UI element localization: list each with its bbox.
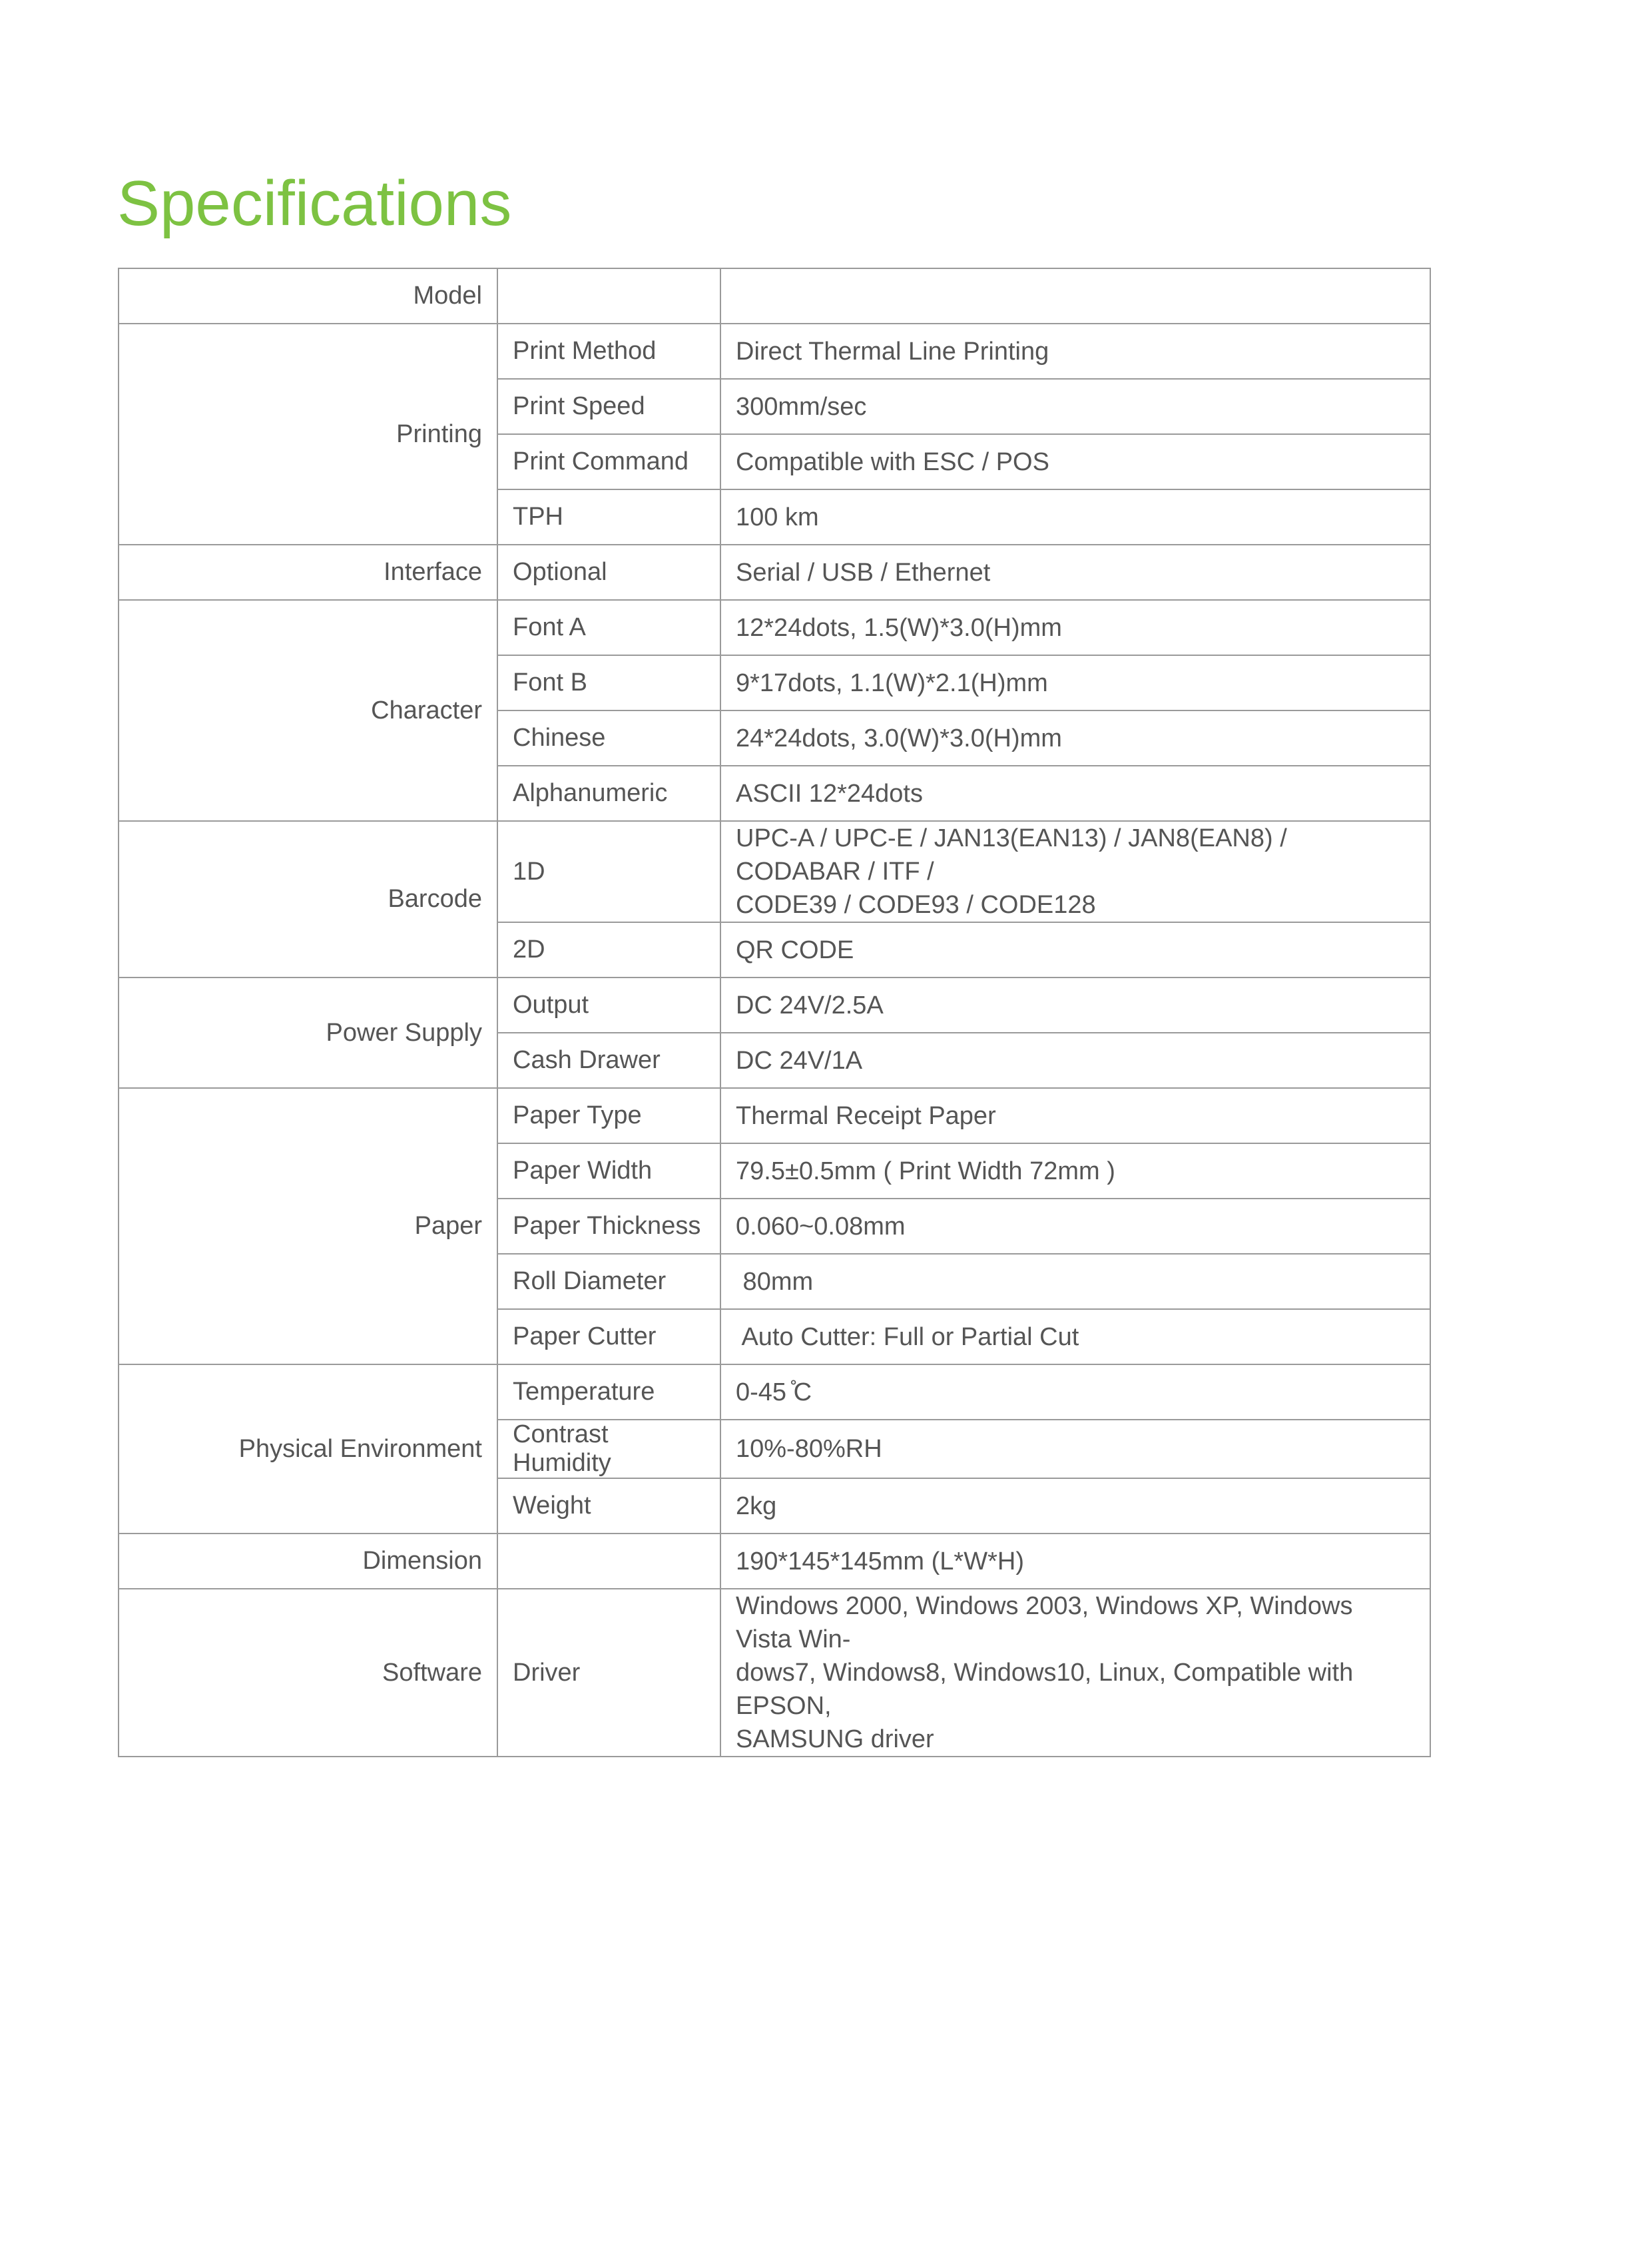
spec-value [720, 268, 1430, 324]
spec-value: DC 24V/1A [720, 1033, 1430, 1088]
category-label-character: Character [119, 600, 497, 821]
table-row [119, 600, 1430, 655]
table-row [119, 545, 1430, 600]
table-row [119, 324, 1430, 379]
spec-item [497, 268, 720, 324]
category-label-physical-environment: Physical Environment [119, 1364, 497, 1534]
specifications-table [118, 268, 1431, 1757]
spec-value: 100 km [720, 489, 1430, 545]
table-row-model [119, 268, 1430, 324]
table-row [119, 978, 1430, 1033]
spec-item: Roll Diameter [497, 1254, 720, 1309]
category-label-model: Model [119, 268, 497, 324]
spec-item: Print Method [497, 324, 720, 379]
spec-value: 2kg [720, 1478, 1430, 1534]
spec-item [497, 1534, 720, 1589]
spec-item: Alphanumeric [497, 766, 720, 821]
table-row [119, 1589, 1430, 1757]
spec-item: Chinese [497, 710, 720, 766]
spec-value [720, 1589, 1430, 1757]
category-label-printing: Printing [119, 324, 497, 545]
spec-item: Font B [497, 655, 720, 710]
spec-item: Temperature [497, 1364, 720, 1420]
spec-value: 79.5±0.5mm ( Print Width 72mm ) [720, 1143, 1430, 1199]
spec-value-line: CODE39 / CODE93 / CODE128 [736, 891, 1096, 919]
spec-value-line: Windows 2000, Windows 2003, Windows XP, Windows Vista Win- [736, 1592, 1353, 1653]
spec-item: Print Speed [497, 379, 720, 434]
spec-item: Optional [497, 545, 720, 600]
spec-value-line: UPC-A / UPC-E / JAN13(EAN13) / JAN8(EAN8) / CODABAR / ITF / [736, 824, 1287, 886]
table-row [119, 821, 1430, 922]
spec-item: 1D [497, 821, 720, 922]
spec-value: 190*145*145mm (L*W*H) [720, 1534, 1430, 1589]
spec-value: DC 24V/2.5A [720, 978, 1430, 1033]
spec-value: 9*17dots, 1.1(W)*2.1(H)mm [720, 655, 1430, 710]
spec-value: Auto Cutter: Full or Partial Cut [720, 1309, 1430, 1364]
spec-value: 80mm [720, 1254, 1430, 1309]
spec-item: Print Command [497, 434, 720, 489]
category-label-dimension: Dimension [119, 1534, 497, 1589]
spec-value: Serial / USB / Ethernet [720, 545, 1430, 600]
spec-value: QR CODE [720, 922, 1430, 978]
category-label-barcode: Barcode [119, 821, 497, 978]
spec-item: Output [497, 978, 720, 1033]
spec-value-line: SAMSUNG driver [736, 1725, 934, 1753]
spec-item: Cash Drawer [497, 1033, 720, 1088]
spec-item: Font A [497, 600, 720, 655]
spec-item: Paper Width [497, 1143, 720, 1199]
spec-item: 2D [497, 922, 720, 978]
category-label-interface: Interface [119, 545, 497, 600]
spec-value: 0-45 ̊C [720, 1364, 1430, 1420]
spec-value: Direct Thermal Line Printing [720, 324, 1430, 379]
table-row [119, 1534, 1430, 1589]
page-title: Specifications [117, 168, 512, 239]
spec-value: 300mm/sec [720, 379, 1430, 434]
category-label-paper: Paper [119, 1088, 497, 1364]
spec-item: Paper Thickness [497, 1199, 720, 1254]
spec-value: Compatible with ESC / POS [720, 434, 1430, 489]
category-label-software: Software [119, 1589, 497, 1757]
spec-item: Contrast Humidity [497, 1420, 720, 1478]
spec-item: Weight [497, 1478, 720, 1534]
spec-item: Paper Type [497, 1088, 720, 1143]
spec-item: Paper Cutter [497, 1309, 720, 1364]
spec-item: TPH [497, 489, 720, 545]
spec-value [720, 821, 1430, 922]
spec-value: ASCII 12*24dots [720, 766, 1430, 821]
spec-value: Thermal Receipt Paper [720, 1088, 1430, 1143]
spec-value: 12*24dots, 1.5(W)*3.0(H)mm [720, 600, 1430, 655]
table-row [119, 1364, 1430, 1420]
spec-value: 10%-80%RH [720, 1420, 1430, 1478]
category-label-power-supply: Power Supply [119, 978, 497, 1088]
spec-value-line: dows7, Windows8, Windows10, Linux, Compatible with EPSON, [736, 1659, 1354, 1720]
spec-item: Driver [497, 1589, 720, 1757]
spec-value: 0.060~0.08mm [720, 1199, 1430, 1254]
spec-value: 24*24dots, 3.0(W)*3.0(H)mm [720, 710, 1430, 766]
table-row [119, 1088, 1430, 1143]
